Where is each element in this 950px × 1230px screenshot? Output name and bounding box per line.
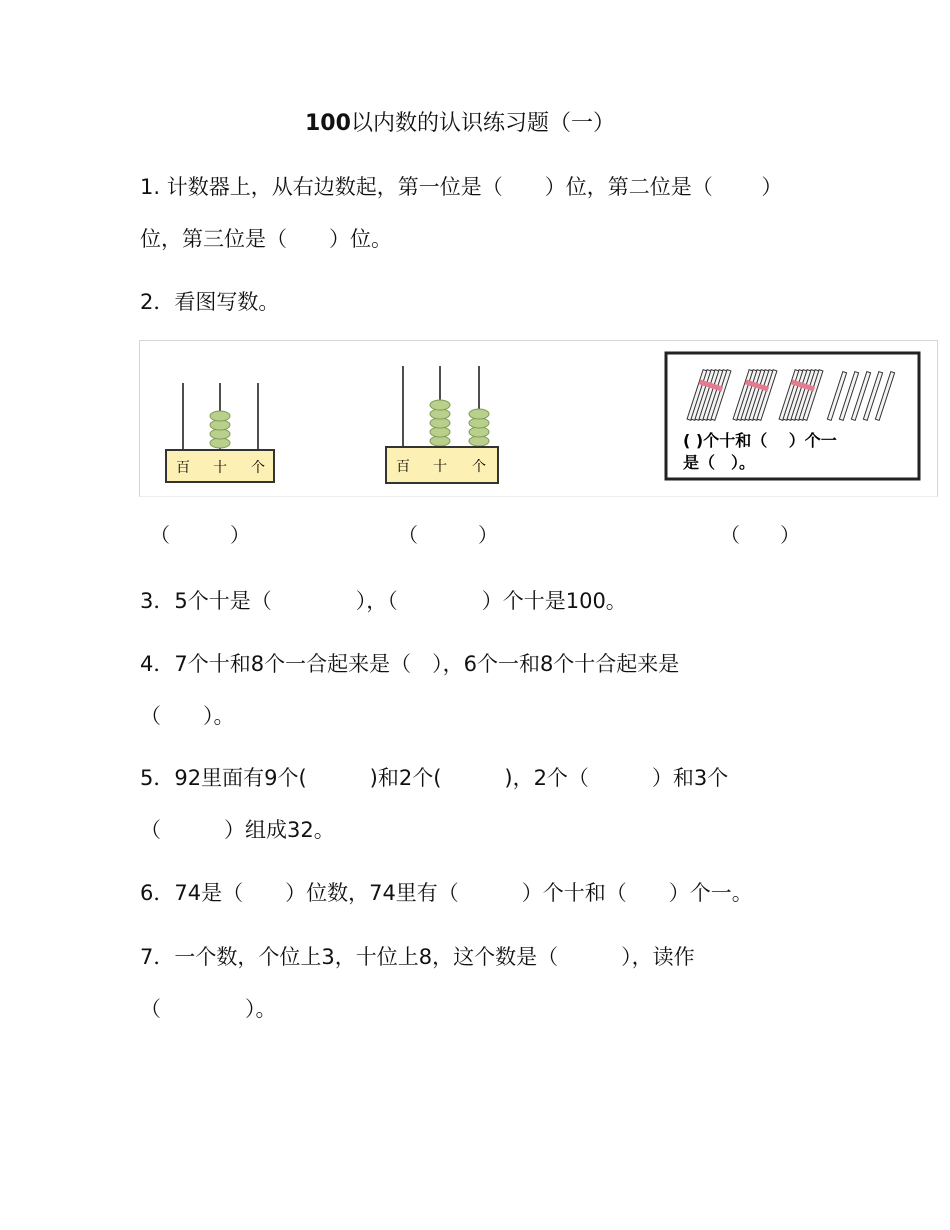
abacus-1-label-hundreds: 百 [176,460,190,476]
title-number: 100 [305,111,351,136]
figure-illustration [140,341,937,496]
abacus-2-label-ones: 个 [472,459,486,475]
page-title [305,106,615,137]
sticks-text-line-2: 是（ ）。 [683,453,756,472]
question-3-line-1: 3．5个十是（ ），（ ）个十是100。 [140,589,627,613]
question-7-line-1: 7．一个数，个位上3，十位上8，这个数是（ ），读作 [140,945,695,969]
sticks-picture [666,353,919,479]
question-2-line-1: 2．看图写数。 [140,290,280,314]
answer-blank-1: （ ） [150,523,250,547]
question-5-line-1: 5．92里面有9个( )和2个( )，2个（ ）和3个 [140,766,729,790]
answer-blank-2: （ ） [398,523,498,547]
figure-panel [139,340,938,497]
question-7-line-2: （ ）。 [140,997,277,1021]
question-4-line-1: 4．7个十和8个一合起来是（ ），6个一和8个十合起来是 [140,652,680,676]
abacus-1-label-ones: 个 [251,460,265,476]
title-text: 以内数的认识练习题（一） [350,111,615,136]
question-6-line-1: 6．74是（ ）位数，74里有（ ）个十和（ ）个一。 [140,881,753,905]
abacus-1-label-tens: 十 [213,460,227,476]
abacus-2 [386,366,498,483]
abacus-2-label-tens: 十 [433,459,447,475]
abacus-bead [469,409,489,419]
abacus-2-label-hundreds: 百 [396,459,410,475]
question-1-line-1: 1. 计数器上，从右边数起，第一位是（ ）位，第二位是（ ） [140,175,783,199]
question-4-line-2: （ ）。 [140,704,235,728]
question-5-line-2: （ ）组成32。 [140,818,335,842]
abacus-bead [430,400,450,410]
question-1-line-2: 位，第三位是（ ）位。 [140,227,392,251]
answer-blank-3: （ ） [720,523,800,547]
abacus-bead [210,411,230,421]
sticks-text-line-1: ( )个十和（ ）个一 [683,431,837,450]
abacus-1 [166,383,274,482]
